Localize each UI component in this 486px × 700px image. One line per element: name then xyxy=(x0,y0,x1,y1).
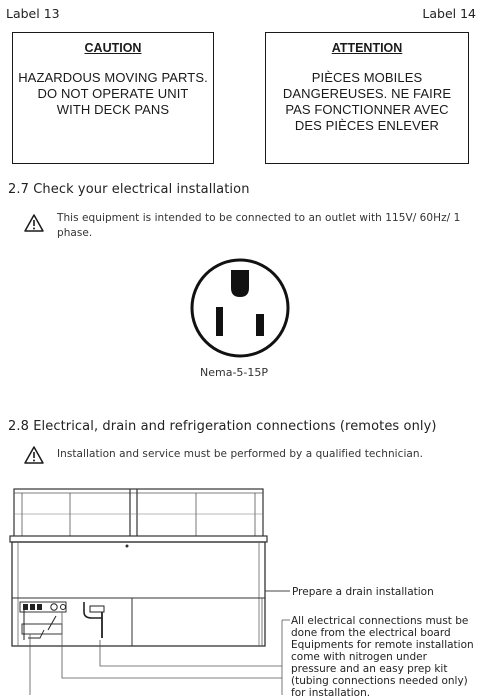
attention-line: DES PIÈCES ENLEVER xyxy=(294,118,440,133)
electrical-callout xyxy=(291,615,481,699)
section-2-7-heading: 2.7 Check your electrical installation xyxy=(8,182,250,197)
callout-line: All electrical connections must be xyxy=(291,615,469,627)
warning-triangle-icon xyxy=(24,214,44,232)
callout-line: come with nitrogen under xyxy=(291,651,427,663)
label-13: Label 13 xyxy=(6,6,60,21)
attention-line: DANGEREUSES. NE FAIRE xyxy=(282,86,452,101)
caution-box xyxy=(12,32,214,164)
attention-line: PIÈCES MOBILES xyxy=(311,70,423,85)
callout-line: pressure and an easy prep kit xyxy=(291,663,448,675)
caution-line: WITH DECK PANS xyxy=(56,102,170,117)
caution-line: HAZARDOUS MOVING PARTS. xyxy=(18,70,208,85)
attention-title: ATTENTION xyxy=(331,41,403,55)
attention-box xyxy=(265,32,469,164)
warning-triangle-icon xyxy=(24,446,44,464)
callout-line: done from the electrical board xyxy=(291,627,451,639)
caution-text xyxy=(13,70,213,118)
callout-line: Equipments for remote installation xyxy=(291,639,474,651)
label-14: Label 14 xyxy=(422,6,476,21)
note-line: This equipment is intended to be connected to an outlet with 115V/ 60Hz/ 1 xyxy=(57,212,461,224)
note-line: phase. xyxy=(57,227,93,239)
attention-text xyxy=(266,70,468,134)
section-2-8-heading: 2.8 Electrical, drain and refrigeration connections (remotes only) xyxy=(8,419,437,434)
attention-line: PAS FONCTIONNER AVEC xyxy=(285,102,449,117)
caution-title: CAUTION xyxy=(84,41,142,55)
callout-line: for installation. xyxy=(291,687,371,699)
caution-line: DO NOT OPERATE UNIT xyxy=(37,86,189,101)
callout-line: (tubing connections needed only) xyxy=(291,675,468,687)
nema-plug-icon xyxy=(190,258,290,358)
plug-caption: Nema-5-15P xyxy=(200,366,269,379)
drain-callout: Prepare a drain installation xyxy=(292,586,434,598)
section-2-8-note: Installation and service must be performed by a qualified technician. xyxy=(57,448,423,460)
section-2-7-note xyxy=(57,211,477,241)
